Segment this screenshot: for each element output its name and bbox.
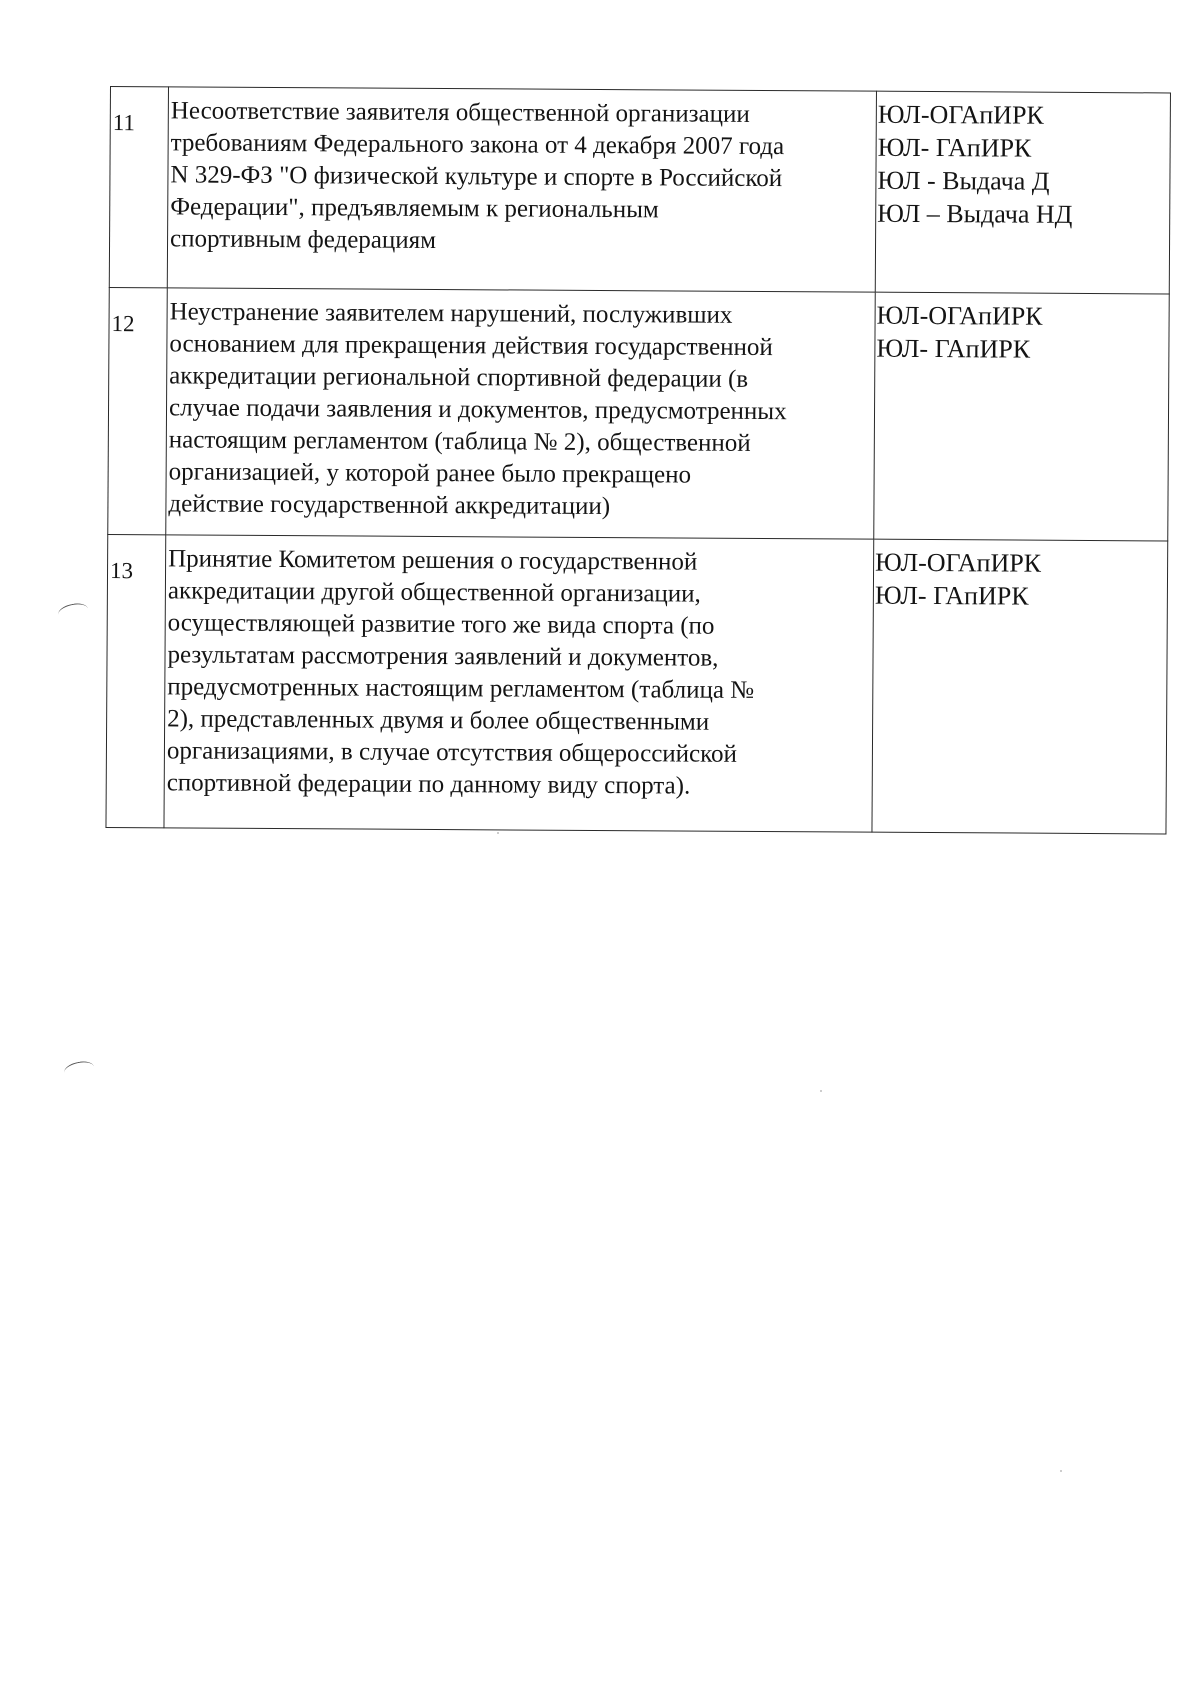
table-row — [106, 534, 1168, 833]
row-description: Принятие Комитетом решения о государственной аккредитации другой общественной организации, осуществляющей развитие того же вида спорта (по результатам рассмотрения заявлений и документов, предусмотренных настоящим регламентом (таблица № 2), представленных двумя и более общественными организациями, в случае отсутствия общероссийской спортивной федерации по данному виду спорта). — [164, 535, 874, 832]
row-codes — [875, 91, 1170, 294]
row-number: 11 — [109, 87, 168, 288]
scan-speck — [820, 1090, 822, 1092]
service-code: ЮЛ - Выдача Д — [877, 165, 1050, 196]
service-code: ЮЛ- ГАпИРК — [876, 333, 1031, 364]
row-codes — [874, 292, 1170, 541]
row-description: Неустранение заявителем нарушений, послуживших основанием для прекращения действия государственной аккредитации региональной спортивной федерации (в случае подачи заявления и документов, предусмотренных настоящим регламентом (таблица № 2), общественной организацией, у которой ранее было прекращено действие государственной аккредитации) — [166, 288, 875, 539]
row-number: 13 — [106, 534, 166, 827]
table-row — [109, 87, 1170, 294]
service-code: ЮЛ-ОГАпИРК — [876, 300, 1043, 331]
service-code: ЮЛ-ОГАпИРК — [875, 547, 1042, 578]
row-number: 12 — [108, 287, 168, 534]
service-code: ЮЛ-ОГАпИРК — [877, 99, 1044, 130]
scan-speck — [1060, 1470, 1062, 1472]
row-description: Несоответствие заявителя общественной организации требованиям Федерального закона от 4 декабря 2007 года N 329-ФЗ "О физической культуре и спорте в Российской Федерации", предъявляемым к региональным спортивным федерациям — [167, 87, 876, 292]
punch-hole-mark — [63, 1059, 95, 1080]
punch-hole-mark — [57, 601, 89, 622]
service-code: ЮЛ- ГАпИРК — [877, 132, 1032, 163]
row-codes — [872, 539, 1168, 834]
service-code: ЮЛ – Выдача НД — [877, 198, 1073, 229]
scan-speck — [497, 832, 499, 834]
criteria-table — [105, 86, 1171, 834]
service-code: ЮЛ- ГАпИРК — [874, 580, 1029, 611]
table-row — [108, 287, 1169, 540]
